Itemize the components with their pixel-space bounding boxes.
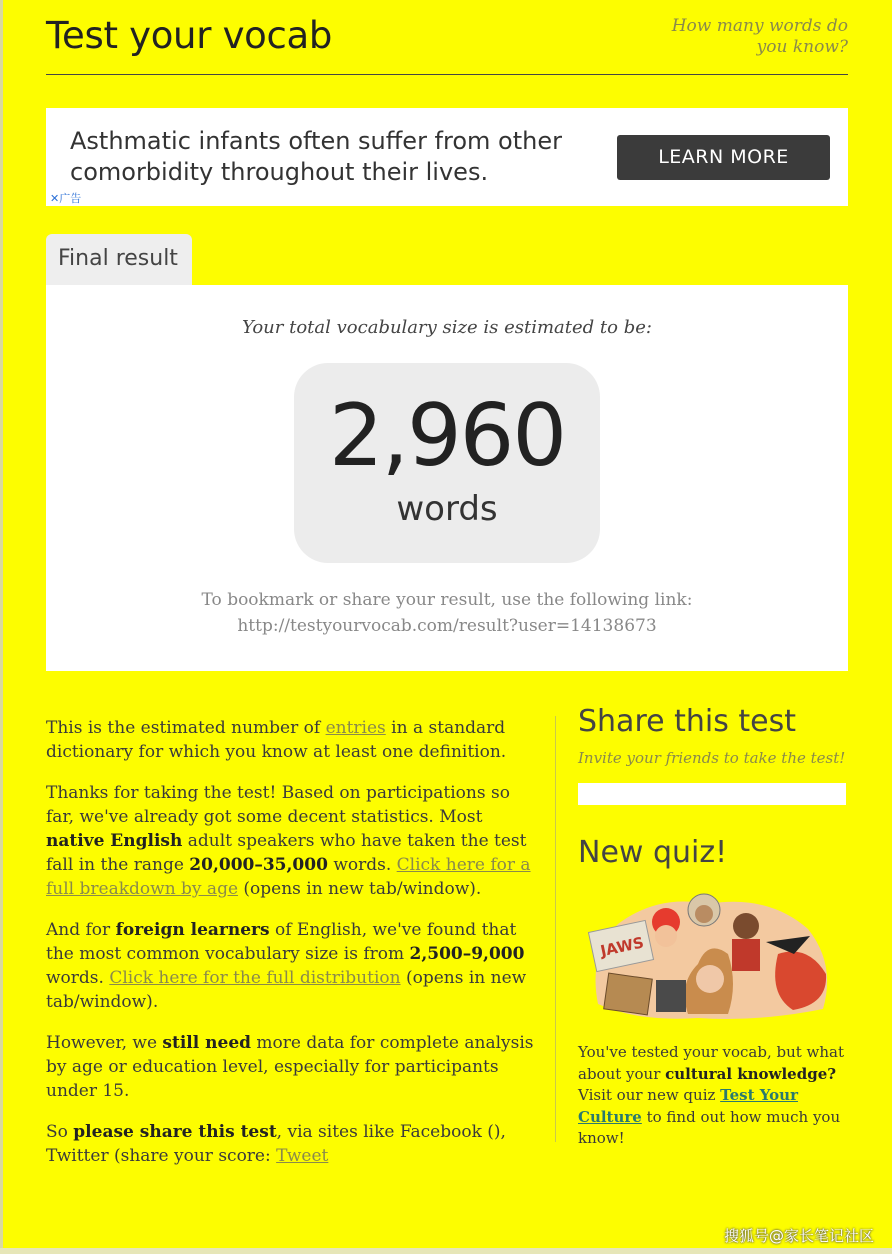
score-box <box>294 363 600 563</box>
paragraph-native: Thanks for taking the test! Based on participations so far, we've already got some decent statistics. Most native English adult speakers who have taken the test fall in the range 20,000–35,000 words. Click here for a full breakdown by age (opens in new tab/window). <box>46 783 531 899</box>
learn-more-button[interactable]: LEARN MORE <box>617 135 830 180</box>
site-tagline: How many words do you know? <box>671 16 848 57</box>
paragraph-foreign: And for foreign learners of English, we've found that the most common vocabulary size is from 2,500–9,000 words. Click here for the full distribution (opens in new tab/window). <box>46 920 527 1012</box>
result-intro: Your total vocabulary size is estimated to be: <box>242 317 652 338</box>
site-header <box>46 12 848 75</box>
page-left-border <box>0 0 3 1254</box>
page-bottom-border <box>0 1248 892 1254</box>
ad-banner[interactable] <box>46 108 848 206</box>
athlete-head-shape <box>733 913 759 939</box>
culture-quiz-collage[interactable] <box>578 884 838 1024</box>
ad-close-icon[interactable]: ✕广告 <box>50 192 82 205</box>
paragraph-share: So please share this test, via sites like Facebook (), Twitter (share your score: Tweet <box>46 1122 506 1166</box>
sidebar <box>578 704 848 1150</box>
vocab-score: 2,960 <box>328 386 566 486</box>
share-note-text: To bookmark or share your result, use the following link: <box>201 590 693 610</box>
jaws-poster-label: JAWS <box>598 933 646 961</box>
share-link[interactable]: http://testyourvocab.com/result?user=14138673 <box>237 616 657 636</box>
result-panel <box>46 285 848 671</box>
quiz-description: You've tested your vocab, but what about your cultural knowledge? Visit our new quiz Test Your Culture to find out how much you know! <box>578 1043 845 1147</box>
face-shape <box>655 925 677 947</box>
smiling-face-shape <box>696 965 724 993</box>
portrait-face-shape <box>695 905 713 923</box>
explanation-column <box>46 716 536 1185</box>
tab-final-result[interactable] <box>46 234 192 285</box>
tweet-link[interactable]: Tweet <box>276 1146 329 1166</box>
age-breakdown-link[interactable]: Click here for a full breakdown by age <box>46 855 531 899</box>
figure-shape <box>656 980 686 1012</box>
test-your-culture-link[interactable]: Test Your Culture <box>578 1086 798 1126</box>
new-quiz-title: New quiz! <box>578 835 728 870</box>
paragraph-entries: This is the estimated number of entries in a standard dictionary for which you know at least one definition. <box>46 718 507 762</box>
map-shape <box>604 973 653 1015</box>
score-unit: words <box>396 489 498 529</box>
entries-link[interactable]: entries <box>325 718 386 738</box>
share-note <box>46 587 848 639</box>
share-buttons-box[interactable] <box>578 783 846 805</box>
distribution-link[interactable]: Click here for the full distribution <box>109 968 401 988</box>
site-title[interactable]: Test your vocab <box>46 14 333 57</box>
share-title: Share this test <box>578 704 796 739</box>
paragraph-more-data: However, we still need more data for complete analysis by age or education level, especially for participants under 15. <box>46 1033 534 1101</box>
share-subtitle: Invite your friends to take the test! <box>578 749 846 767</box>
tab-label: Final result <box>58 246 178 271</box>
watermark: 搜狐号@家长笔记社区 <box>723 1227 874 1245</box>
column-divider <box>555 716 556 1142</box>
ad-text[interactable]: Asthmatic infants often suffer from other comorbidity throughout their lives. <box>70 127 562 186</box>
jersey-shape <box>732 939 760 971</box>
